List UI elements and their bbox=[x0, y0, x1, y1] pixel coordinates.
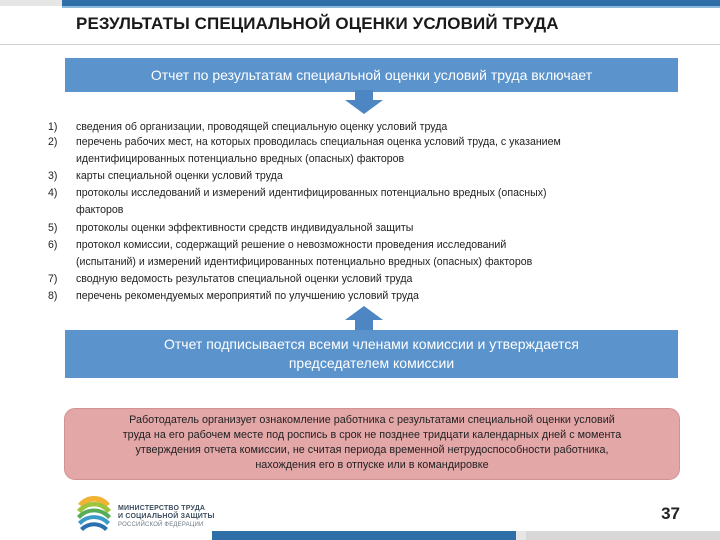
page-title: РЕЗУЛЬТАТЫ СПЕЦИАЛЬНОЙ ОЦЕНКИ УСЛОВИЙ ТРУДА bbox=[76, 14, 559, 33]
bottom-bar-right bbox=[526, 531, 720, 540]
title-divider bbox=[0, 44, 720, 45]
top-bar-left bbox=[0, 0, 62, 6]
arrow-down-tip-icon bbox=[345, 100, 383, 114]
report-includes-banner: Отчет по результатам специальной оценки условий труда включает bbox=[65, 58, 678, 92]
top-bar-accent bbox=[62, 6, 720, 8]
logo-caption: МИНИСТЕРСТВО ТРУДА И СОЦИАЛЬНОЙ ЗАЩИТЫ РОССИЙСКОЙ ФЕДЕРАЦИИ bbox=[118, 505, 215, 528]
ministry-logo-icon bbox=[74, 496, 114, 536]
employer-note-line: утверждения отчета комиссии, не считая периода временной нетрудоспособности работника, bbox=[135, 444, 609, 456]
employer-note-line: труда на его рабочем месте под роспись в срок не позднее тридцати календарных дней с момента bbox=[122, 429, 622, 441]
arrow-up-tip-icon bbox=[345, 306, 383, 320]
signed-banner bbox=[65, 330, 678, 378]
employer-note-line: Работодатель организует ознакомление работника с результатами специальной оценки условий bbox=[129, 414, 615, 426]
arrow-down-icon bbox=[355, 90, 373, 100]
bottom-bar-left bbox=[212, 531, 516, 540]
employer-note-line: нахождения его в отпуске или в командировке bbox=[255, 459, 489, 471]
bottom-bar-mid bbox=[516, 531, 526, 540]
page-number: 37 bbox=[661, 504, 680, 523]
employer-note-box bbox=[64, 408, 680, 480]
signed-line-2: председателем комиссии bbox=[288, 355, 455, 371]
signed-line-1: Отчет подписывается всеми членами комиссии и утверждается bbox=[163, 336, 580, 352]
